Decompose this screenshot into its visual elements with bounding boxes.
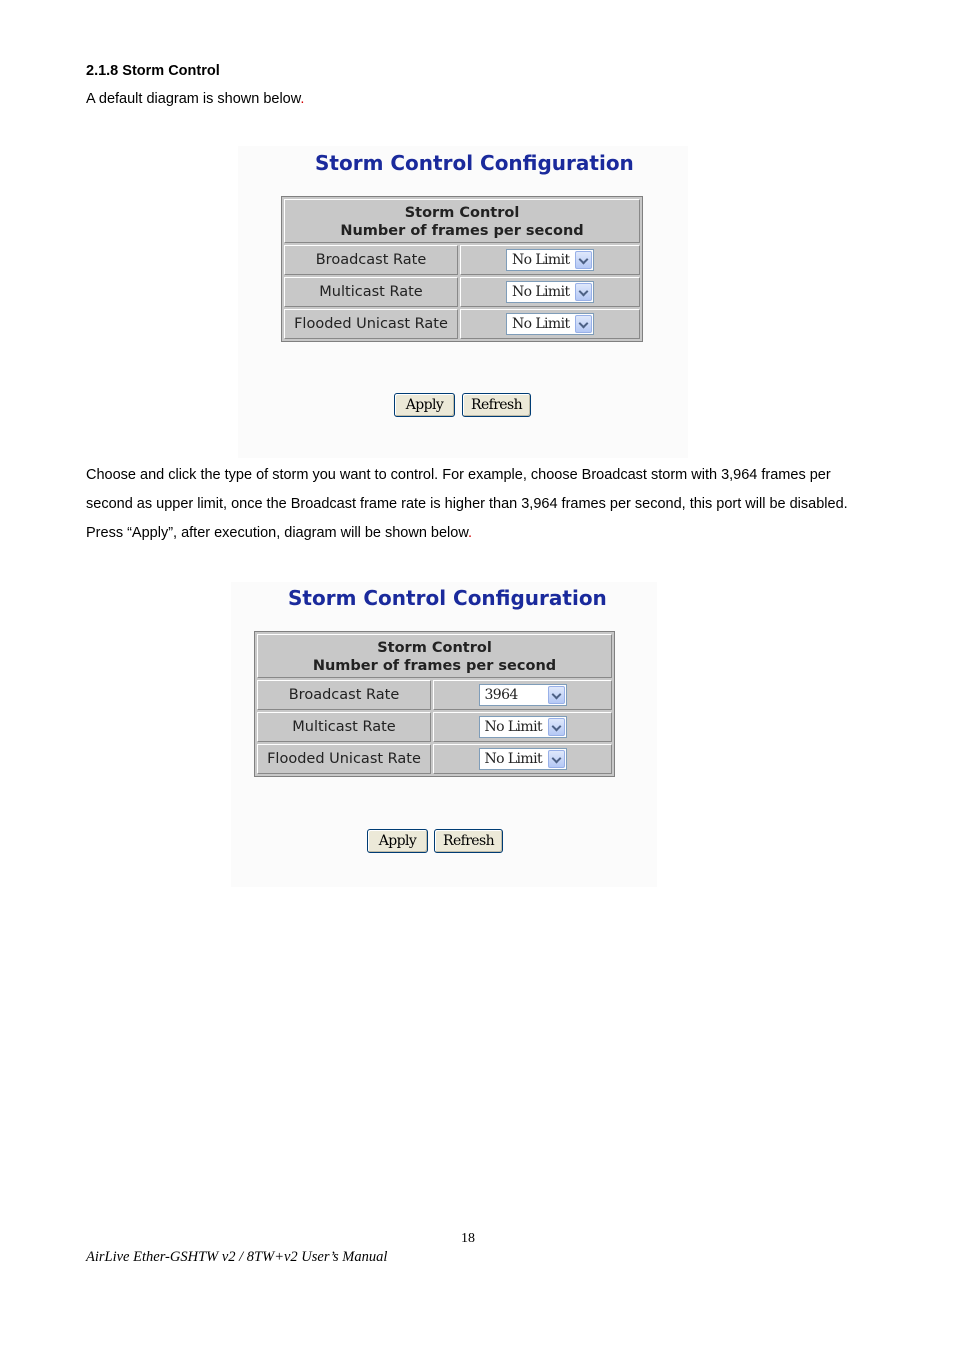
- table-row: [257, 680, 612, 710]
- header-line2: Number of frames per second: [340, 223, 584, 239]
- storm-control-table: [254, 631, 615, 777]
- refresh-button[interactable]: Refresh: [434, 829, 503, 853]
- description-period: .: [468, 525, 473, 541]
- config-title: Storm Control Configuration: [288, 586, 607, 610]
- chevron-down-icon[interactable]: [548, 718, 565, 736]
- row-label-broadcast: Broadcast Rate: [284, 245, 458, 275]
- select-value: No Limit: [484, 719, 542, 735]
- row-control: [460, 245, 640, 275]
- config-title: Storm Control Configuration: [315, 151, 634, 175]
- flooded-unicast-rate-select[interactable]: [479, 748, 567, 770]
- table-row: [284, 277, 640, 307]
- footer-manual-title: AirLive Ether-GSHTW v2 / 8TW+v2 User’s Manual: [86, 1249, 388, 1265]
- screenshot-after: [231, 582, 657, 887]
- row-label-flooded-unicast: Flooded Unicast Rate: [257, 744, 431, 774]
- chevron-down-icon[interactable]: [575, 315, 592, 333]
- row-label-multicast: Multicast Rate: [257, 712, 431, 742]
- page-number: 18: [461, 1231, 475, 1246]
- select-value: No Limit: [512, 252, 570, 268]
- chevron-down-icon[interactable]: [548, 750, 565, 768]
- storm-control-table: [281, 196, 643, 342]
- table-row: [257, 744, 612, 774]
- select-value: No Limit: [512, 284, 570, 300]
- row-label-broadcast: Broadcast Rate: [257, 680, 431, 710]
- row-label-multicast: Multicast Rate: [284, 277, 458, 307]
- header-line2: Number of frames per second: [312, 658, 557, 674]
- chevron-down-icon[interactable]: [548, 686, 565, 704]
- table-header: [257, 634, 612, 678]
- row-control: [433, 744, 612, 774]
- row-control: [460, 309, 640, 339]
- intro-text: [86, 91, 304, 107]
- row-control: [433, 712, 612, 742]
- table-header: [284, 199, 640, 243]
- chevron-down-icon[interactable]: [575, 283, 592, 301]
- section-title: 2.1.8 Storm Control: [86, 63, 220, 79]
- select-value: No Limit: [484, 751, 542, 767]
- broadcast-rate-select[interactable]: [479, 684, 567, 706]
- description-body: Choose and click the type of storm you want to control. For example, choose Broadcast storm with 3,964 frames per second as upper limit, once the Broadcast frame rate is higher than 3,964 frames per second, this port will be disabled. Press “Apply”, after execution, diagram will be shown below: [86, 467, 848, 541]
- intro-period: .: [300, 91, 305, 107]
- chevron-down-icon[interactable]: [575, 251, 592, 269]
- select-value: No Limit: [512, 316, 570, 332]
- header-line1: Storm Control: [404, 205, 520, 221]
- refresh-button[interactable]: Refresh: [462, 393, 531, 417]
- table-row: [284, 245, 640, 275]
- row-control: [460, 277, 640, 307]
- description-paragraph: [86, 461, 876, 548]
- row-label-flooded-unicast: Flooded Unicast Rate: [284, 309, 458, 339]
- apply-button[interactable]: Apply: [367, 829, 428, 853]
- header-line1: Storm Control: [377, 640, 492, 656]
- table-row: [284, 309, 640, 339]
- broadcast-rate-select[interactable]: [506, 249, 594, 271]
- intro-body: A default diagram is shown below: [86, 91, 301, 107]
- screenshot-default: [238, 146, 688, 458]
- apply-button[interactable]: Apply: [394, 393, 455, 417]
- flooded-unicast-rate-select[interactable]: [506, 313, 594, 335]
- multicast-rate-select[interactable]: [479, 716, 567, 738]
- row-control: [433, 680, 612, 710]
- select-value: 3964: [484, 687, 518, 703]
- multicast-rate-select[interactable]: [506, 281, 594, 303]
- table-row: [257, 712, 612, 742]
